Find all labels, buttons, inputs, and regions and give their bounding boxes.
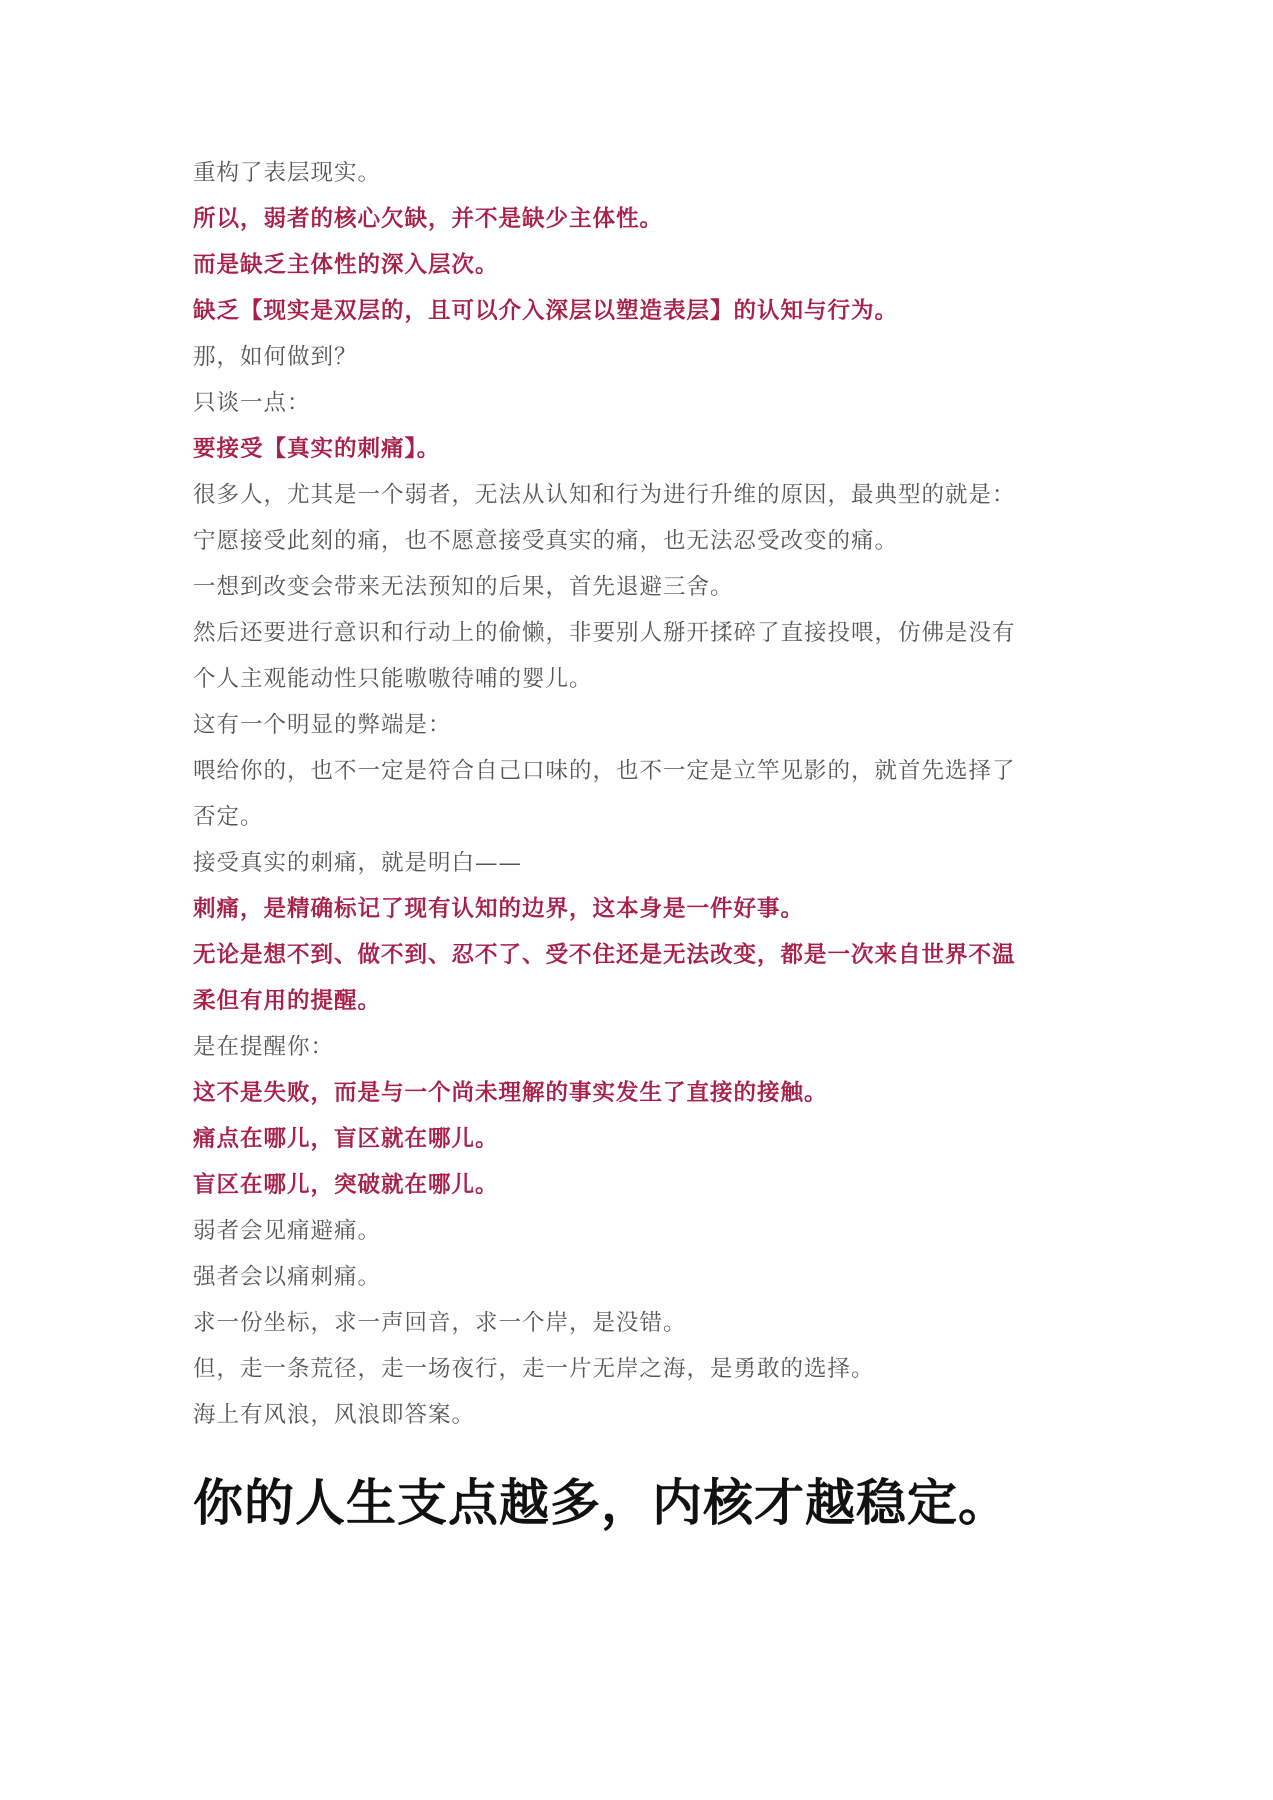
highlighted-paragraph-line: 刺痛，是精确标记了现有认知的边界，这本身是一件好事。: [193, 896, 805, 922]
paragraph-line: 强者会以痛刺痛。: [193, 1264, 382, 1290]
highlighted-paragraph-line: 这不是失败，而是与一个尚未理解的事实发生了直接的接触。: [193, 1080, 828, 1106]
highlighted-paragraph-line: 缺乏【现实是双层的，且可以介入深层以塑造表层】的认知与行为。: [193, 298, 899, 324]
paragraph-line: 然后还要进行意识和行动上的偷懒，非要别人掰开揉碎了直接投喂，仿佛是没有: [193, 620, 1016, 646]
paragraph-line: 否定。: [193, 804, 264, 830]
highlighted-paragraph-line: 痛点在哪儿，盲区就在哪儿。: [193, 1126, 499, 1152]
paragraph-line: 但，走一条荒径，走一场夜行，走一片无岸之海，是勇敢的选择。: [193, 1356, 875, 1382]
paragraph-line: 是在提醒你：: [193, 1034, 335, 1060]
article-body: [193, 150, 1093, 1438]
paragraph-line: 宁愿接受此刻的痛，也不愿意接受真实的痛，也无法忍受改变的痛。: [193, 528, 899, 554]
highlighted-paragraph-line: 盲区在哪儿，突破就在哪儿。: [193, 1172, 499, 1198]
paragraph-line: 那，如何做到？: [193, 344, 358, 370]
highlighted-paragraph-line: 而是缺乏主体性的深入层次。: [193, 252, 499, 278]
paragraph-line: 求一份坐标，求一声回音，求一个岸，是没错。: [193, 1310, 687, 1336]
highlighted-paragraph-line: 所以，弱者的核心欠缺，并不是缺少主体性。: [193, 206, 664, 232]
paragraph-line: 弱者会见痛避痛。: [193, 1218, 382, 1244]
paragraph-line: 海上有风浪，风浪即答案。: [193, 1402, 476, 1428]
paragraph-line: 这有一个明显的弊端是：: [193, 712, 452, 738]
highlighted-paragraph-line: 柔但有用的提醒。: [193, 988, 382, 1014]
paragraph-line: 接受真实的刺痛，就是明白——: [193, 850, 523, 876]
paragraph-line: 一想到改变会带来无法预知的后果，首先退避三舍。: [193, 574, 734, 600]
highlighted-paragraph-line: 无论是想不到、做不到、忍不了、受不住还是无法改变，都是一次来自世界不温: [193, 942, 1016, 968]
paragraph-line: 很多人，尤其是一个弱者，无法从认知和行为进行升维的原因，最典型的就是：: [193, 482, 1016, 508]
paragraph-line: 只谈一点：: [193, 390, 311, 416]
paragraph-line: 喂给你的，也不一定是符合自己口味的，也不一定是立竿见影的，就首先选择了: [193, 758, 1016, 784]
article-headline: 你的人生支点越多，内核才越稳定。: [193, 1474, 1009, 1532]
paragraph-line: 重构了表层现实。: [193, 160, 382, 186]
highlighted-paragraph-line: 要接受【真实的刺痛】。: [193, 436, 441, 462]
paragraph-line: 个人主观能动性只能嗷嗷待哺的婴儿。: [193, 666, 593, 692]
